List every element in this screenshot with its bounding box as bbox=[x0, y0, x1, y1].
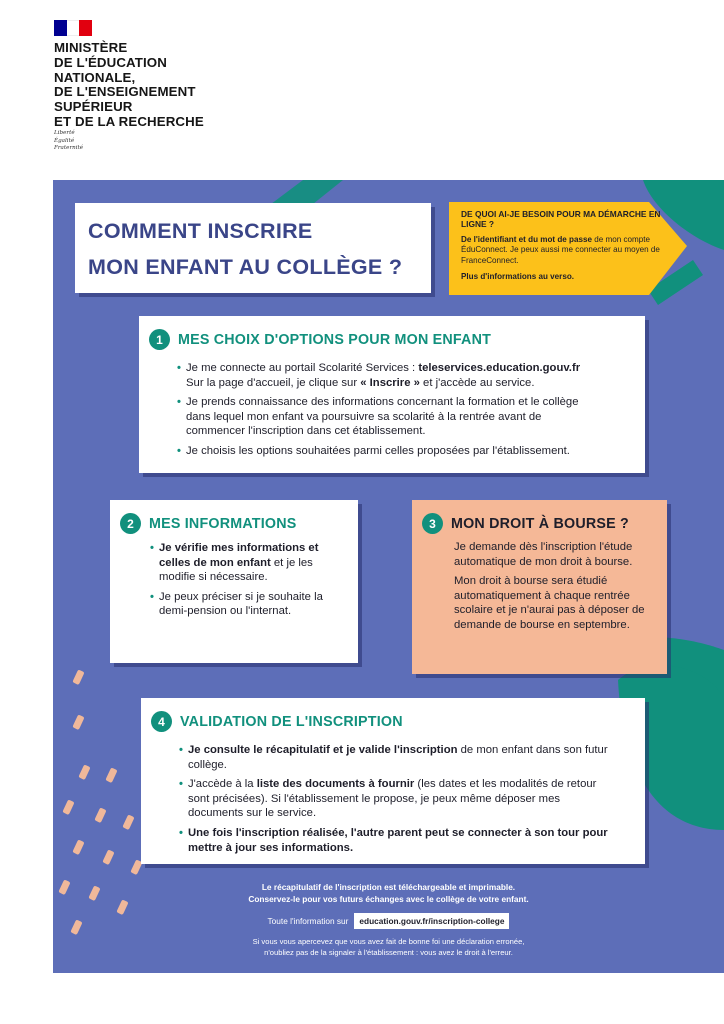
list-item: • Je prends connaissance des informations concernant la formation et le collège dans lequel mon enfant va poursuivre sa scolarité à la rentrée avant de commencer l'inscription dans cet établissement. bbox=[177, 395, 633, 439]
info-link[interactable]: education.gouv.fr/inscription-college bbox=[354, 913, 509, 929]
motto-line: Liberté bbox=[54, 130, 75, 136]
step-3-paragraph: Mon droit à bourse sera étudié automatiquement à chaque rentrée scolaire et je n'aurai pas à déposer de demande de bourse en septembre. bbox=[454, 575, 645, 631]
portal-link: teleservices.education.gouv.fr bbox=[418, 362, 581, 374]
list-item: • Je peux préciser si je souhaite la demi-pension ou l'internat. bbox=[150, 590, 335, 619]
list-item: • Je vérifie mes informations et celles de mon enfant et je les modifie si nécessaire. bbox=[150, 541, 335, 585]
ministry-line: SUPÉRIEUR bbox=[54, 99, 133, 115]
step-4-card bbox=[141, 698, 645, 864]
footer bbox=[53, 881, 724, 958]
callout-body bbox=[461, 235, 666, 267]
list-item: • Je consulte le récapitulatif et je valide l'inscription de mon enfant dans son futur collège. bbox=[179, 743, 609, 772]
step-1-header bbox=[149, 329, 633, 350]
step-4-header bbox=[151, 711, 635, 732]
step-3-paragraph: Je demande dès l'inscription l'étude automatique de mon droit à bourse. bbox=[454, 541, 633, 568]
step-2-title: MES INFORMATIONS bbox=[149, 515, 297, 532]
step-1-title: MES CHOIX D'OPTIONS POUR MON ENFANT bbox=[178, 331, 492, 348]
footer-note: n'oubliez pas de la signaler à l'établissement : vous avez le droit à l'erreur. bbox=[264, 947, 513, 957]
poster bbox=[53, 180, 724, 973]
page-title-line-2: MON ENFANT AU COLLÈGE ? bbox=[88, 255, 403, 279]
ministry-line: NATIONALE, bbox=[54, 69, 136, 85]
title-card bbox=[75, 203, 431, 293]
ministry-line: DE L'ENSEIGNEMENT bbox=[54, 84, 196, 100]
step-1-list bbox=[177, 361, 633, 459]
ministry-line: DE L'ÉDUCATION bbox=[54, 54, 167, 70]
footer-note: Si vous vous apercevez que vous avez fait de bonne foi une déclaration erronée, bbox=[252, 937, 525, 946]
callout-more: Plus d'informations au verso. bbox=[461, 271, 575, 281]
info-row bbox=[53, 913, 724, 929]
step-number-badge: 2 bbox=[120, 513, 141, 534]
marianne-logo bbox=[54, 20, 92, 36]
list-item: • Je choisis les options souhaitées parmi celles proposées par l'établissement. bbox=[177, 444, 633, 459]
motto bbox=[54, 130, 83, 153]
callout-text bbox=[461, 209, 666, 282]
step-2-card bbox=[110, 500, 358, 663]
footer-line: Le récapitulatif de l'inscription est téléchargeable et imprimable. bbox=[261, 882, 516, 892]
page-title-line-1: COMMENT INSCRIRE bbox=[88, 219, 313, 243]
step-number-badge: 1 bbox=[149, 329, 170, 350]
info-label: Toute l'information sur bbox=[267, 916, 349, 926]
step-3-header bbox=[422, 513, 657, 534]
ministry-line: ET DE LA RECHERCHE bbox=[54, 113, 204, 129]
footer-line: Conservez-le pour vos futurs échanges avec le collège de votre enfant. bbox=[248, 894, 529, 904]
motto-line: Égalité bbox=[54, 137, 75, 144]
step-3-title: MON DROIT À BOURSE ? bbox=[451, 515, 629, 532]
step-4-list bbox=[179, 743, 609, 855]
step-2-header bbox=[120, 513, 348, 534]
step-3-body bbox=[454, 540, 659, 633]
step-number-badge: 3 bbox=[422, 513, 443, 534]
step-2-list bbox=[150, 541, 335, 619]
step-1-card bbox=[139, 316, 645, 473]
ministry-name bbox=[54, 41, 254, 130]
list-item: • Une fois l'inscription réalisée, l'autre parent peut se connecter à son tour pour mettre à jour ses informations. bbox=[179, 826, 609, 855]
step-4-title: VALIDATION DE L'INSCRIPTION bbox=[180, 713, 403, 730]
callout-body-bold: De l'identifiant et du mot de passe bbox=[461, 234, 592, 244]
callout-heading: DE QUOI AI-JE BESOIN POUR MA DÉMARCHE EN LIGNE ? bbox=[461, 209, 661, 230]
ministry-line: MINISTÈRE bbox=[54, 40, 128, 55]
callout-body-rest: de mon compte ÉduConnect. Je peux aussi me connecter au moyen de FranceConnect. bbox=[461, 234, 660, 265]
list-item: • J'accède à la liste des documents à fournir (les dates et les modalités de retour sont précisées). Si l'établissement le propose, je peux même déposer mes documents sur le service. bbox=[179, 777, 609, 821]
motto-line: Fraternité bbox=[54, 145, 84, 152]
step-number-badge: 4 bbox=[151, 711, 172, 732]
step-3-card bbox=[412, 500, 667, 674]
list-item: • Je me connecte au portail Scolarité Services : teleservices.education.gouv.fr Sur la page d'accueil, je clique sur « Inscrire » et j'accède au service. bbox=[177, 361, 633, 390]
